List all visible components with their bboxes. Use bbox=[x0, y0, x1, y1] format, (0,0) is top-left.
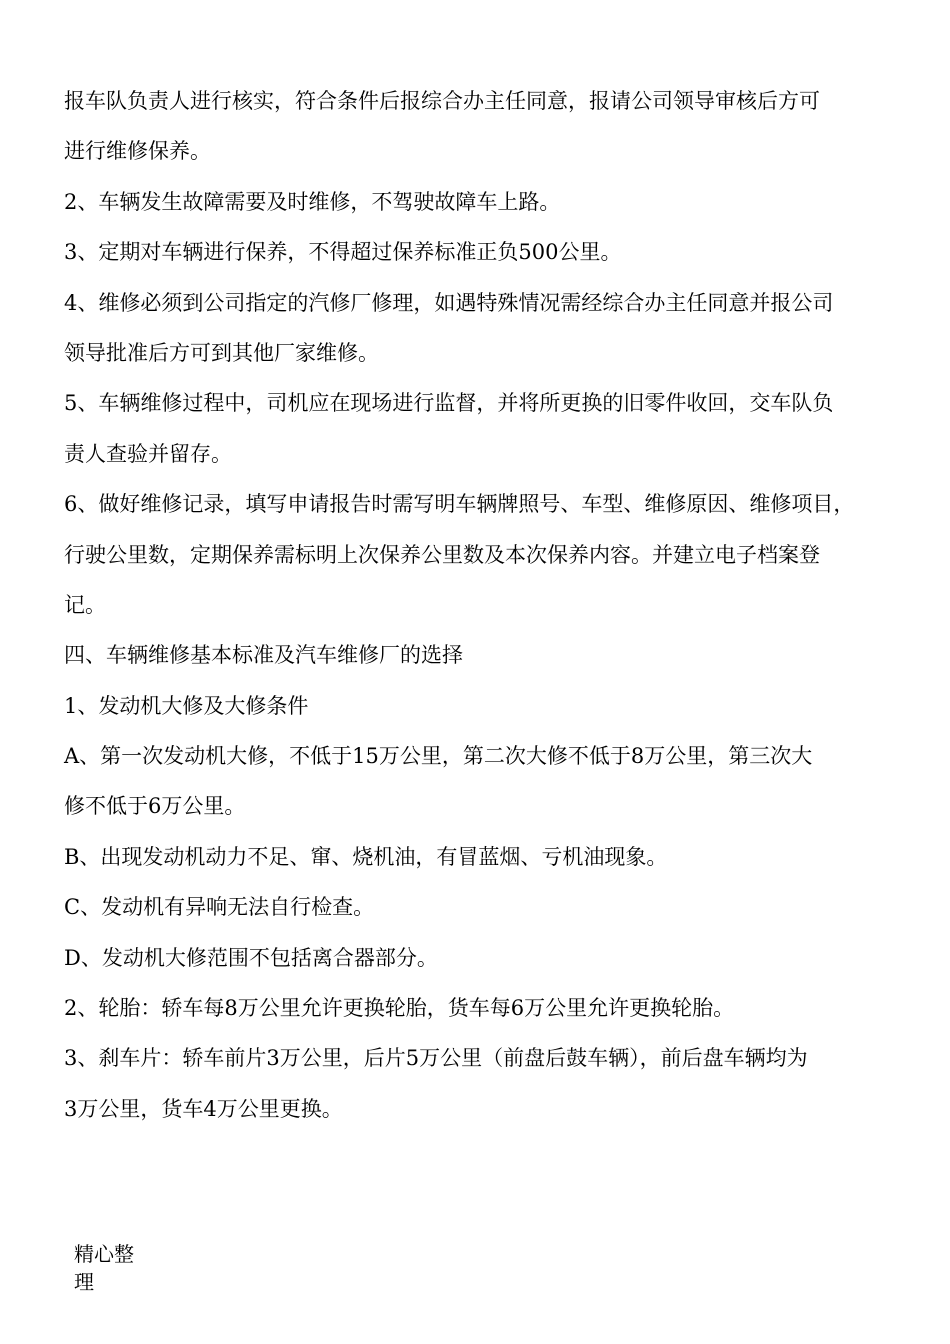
text-line: 2、轮胎：轿车每8万公里允许更换轮胎，货车每6万公里允许更换轮胎。 bbox=[64, 996, 735, 1021]
text-line: 1、发动机大修及大修条件 bbox=[64, 693, 309, 718]
text-line: 5、车辆维修过程中，司机应在现场进行监督，并将所更换的旧零件收回，交车队负 bbox=[64, 391, 834, 416]
text-line: A、第一次发动机大修，不低于15万公里，第二次大修不低于8万公里，第三次大 bbox=[64, 744, 813, 769]
text-line: B、出现发动机动力不足、窜、烧机油，有冒蓝烟、亏机油现象。 bbox=[64, 844, 668, 869]
text-line: D、发动机大修范围不包括离合器部分。 bbox=[64, 945, 438, 970]
text-line: 责人查验并留存。 bbox=[64, 441, 232, 466]
footer-note bbox=[74, 1240, 134, 1296]
text-line: 6、做好维修记录，填写申请报告时需写明车辆牌照号、车型、维修原因、维修项目， bbox=[64, 492, 855, 517]
section-heading: 四、车辆维修基本标准及汽车维修厂的选择 bbox=[64, 643, 463, 668]
text-line: C、发动机有异响无法自行检查。 bbox=[64, 895, 375, 920]
footer-line: 理 bbox=[74, 1270, 94, 1294]
text-line: 领导批准后方可到其他厂家维修。 bbox=[64, 340, 379, 365]
footer-line: 精心整 bbox=[74, 1242, 134, 1266]
text-line: 3万公里，货车4万公里更换。 bbox=[64, 1096, 343, 1121]
text-line: 2、车辆发生故障需要及时维修，不驾驶故障车上路。 bbox=[64, 189, 561, 214]
text-line: 4、维修必须到公司指定的汽修厂修理，如遇特殊情况需经综合办主任同意并报公司 bbox=[64, 290, 834, 315]
text-line: 3、定期对车辆进行保养，不得超过保养标准正负500公里。 bbox=[64, 240, 622, 265]
document-body bbox=[64, 76, 894, 1134]
text-line: 进行维修保养。 bbox=[64, 139, 211, 164]
text-line: 修不低于6万公里。 bbox=[64, 794, 246, 819]
text-line: 记。 bbox=[64, 592, 106, 617]
text-line: 行驶公里数，定期保养需标明上次保养公里数及本次保养内容。并建立电子档案登 bbox=[64, 542, 820, 567]
text-line: 报车队负责人进行核实，符合条件后报综合办主任同意，报请公司领导审核后方可 bbox=[64, 89, 820, 113]
text-line: 3、刹车片：轿车前片3万公里，后片5万公里（前盘后鼓车辆），前后盘车辆均为 bbox=[64, 1046, 808, 1071]
